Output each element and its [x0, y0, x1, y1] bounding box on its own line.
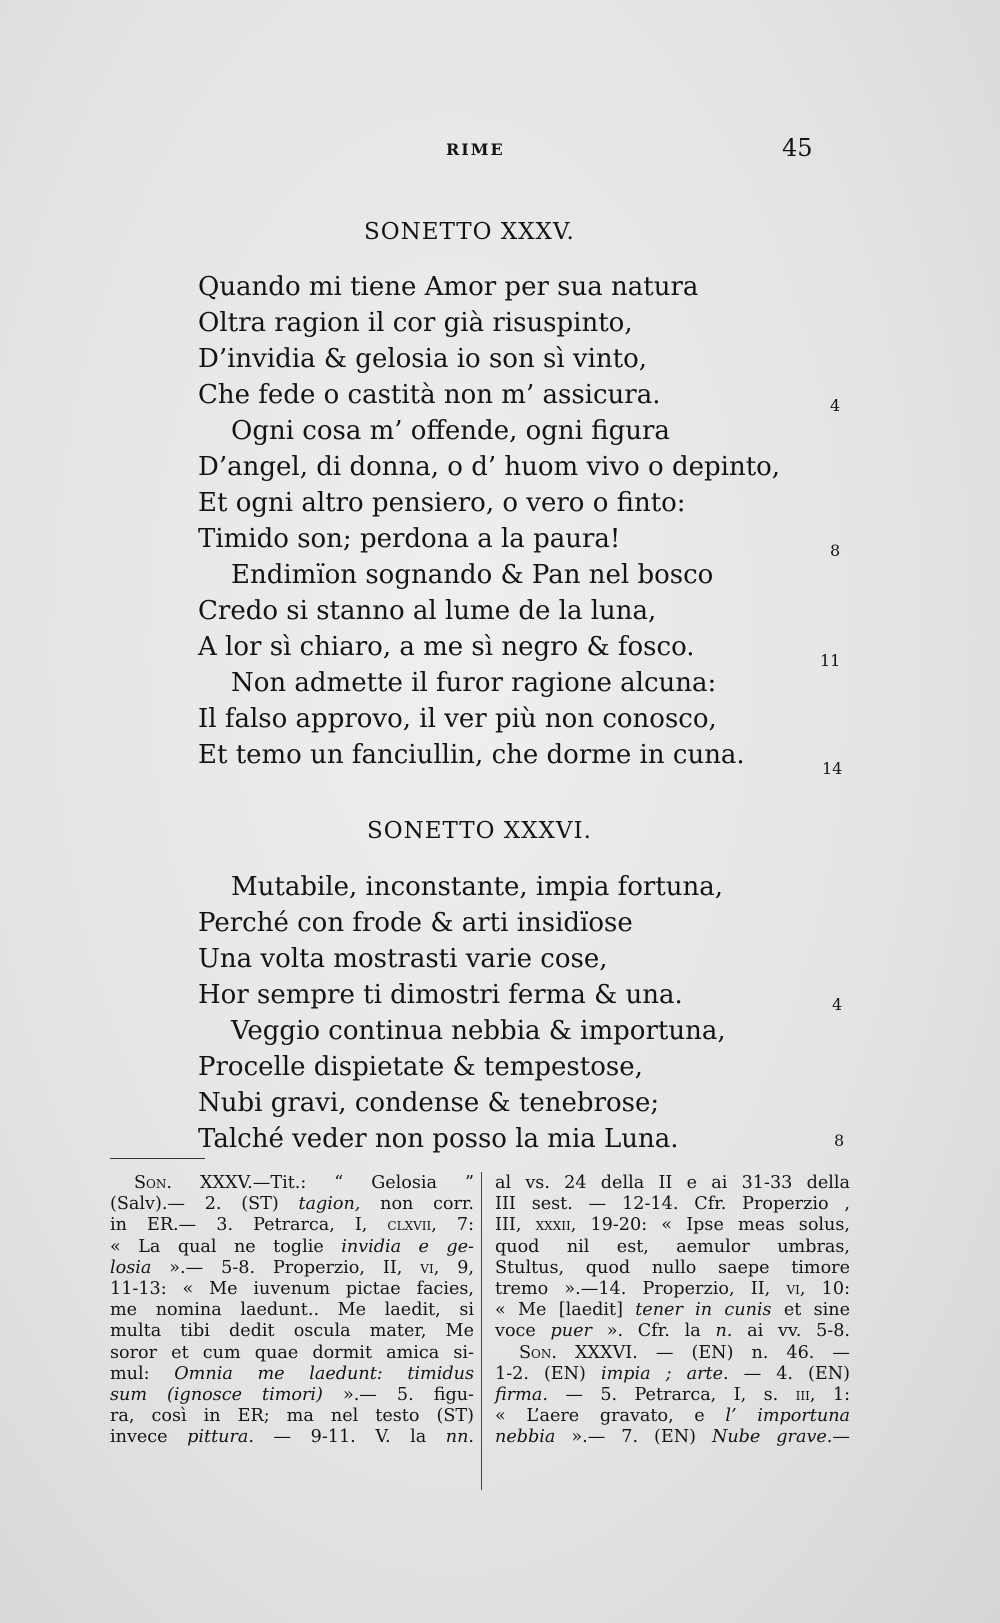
- column-divider: [481, 1172, 482, 1490]
- verse-line: Veggio continua nebbia & importuna,: [231, 1016, 726, 1046]
- verse-line: Una volta mostrasti varie cose,: [198, 944, 608, 974]
- verse-line: Hor sempre ti dimostri ferma & una.: [198, 980, 683, 1010]
- footnote-line: ra, così in ER; ma nel testo (ST): [110, 1406, 474, 1427]
- line-number: 14: [822, 759, 843, 778]
- verse-line: Che fede o castità non m’ assicura.: [198, 380, 661, 410]
- verse-line: Nubi gravi, condense & tenebrose;: [198, 1088, 660, 1118]
- footnote-rule: [110, 1158, 205, 1159]
- verse-line: Procelle dispietate & tempestose,: [198, 1052, 643, 1082]
- footnote-line: « L’aere gravato, e l’ importuna: [495, 1406, 851, 1427]
- verse-line: Oltra ragion il cor già risuspinto,: [198, 308, 633, 338]
- footnote-line: multa tibi dedit oscula mater, Me: [110, 1321, 474, 1342]
- verse-line: Credo si stanno al lume de la luna,: [198, 596, 657, 626]
- footnote-line: soror et cum quae dormit amica si-: [110, 1342, 474, 1363]
- footnote-line: voce puer ». Cfr. la n. ai vv. 5-8.: [495, 1321, 851, 1342]
- footnote-line: III, xxxii, 19-20: « Ipse meas solus,: [495, 1215, 850, 1236]
- verse-line: Et temo un fanciullin, che dorme in cuna.: [198, 740, 745, 770]
- footnotes-left-column: [110, 1173, 474, 1449]
- verse-line: Non admette il furor ragione alcuna:: [231, 668, 717, 698]
- footnote-line: Son. XXXVI. — (EN) n. 46. —: [519, 1342, 850, 1363]
- line-number: 8: [830, 541, 841, 560]
- footnote-line: al vs. 24 della II e ai 31-33 della: [495, 1173, 850, 1193]
- line-number: 8: [834, 1131, 845, 1150]
- line-number: 4: [832, 995, 843, 1014]
- footnote-line: in ER.— 3. Petrarca, I, clxvii, 7:: [110, 1215, 474, 1236]
- footnote-line: « Me [laedit] tener in cunis et sine: [495, 1300, 850, 1321]
- verse-line: D’invidia & gelosia io son sì vinto,: [198, 344, 648, 374]
- footnote-line: Stultus, quod nullo saepe timore: [495, 1257, 850, 1278]
- footnote-line: mul: Omnia me laedunt: timidus: [110, 1363, 474, 1384]
- verse-line: Et ogni altro pensiero, o vero o finto:: [198, 488, 686, 518]
- footnote-line: sum (ignosce timori) ».— 5. figu-: [110, 1385, 475, 1406]
- running-title: RIME: [446, 140, 505, 159]
- footnote-line: tremo ».—14. Properzio, II, vi, 10:: [495, 1279, 850, 1300]
- sonnet-title: SONETTO XXXV.: [364, 219, 575, 245]
- footnotes-right-column: [495, 1173, 850, 1449]
- footnote-line: invece pittura. — 9-11. V. la nn.: [110, 1427, 475, 1448]
- footnote-line: quod nil est, aemulor umbras,: [495, 1236, 850, 1257]
- footnote-line: III sest. — 12-14. Cfr. Properzio ,: [495, 1194, 850, 1215]
- verse-line: Quando mi tiene Amor per sua natura: [198, 272, 699, 302]
- footnote-line: me nomina laedunt.. Me laedit, si: [110, 1300, 474, 1321]
- footnote-line: firma. — 5. Petrarca, I, s. iii, 1:: [495, 1385, 851, 1406]
- line-number: 11: [820, 651, 841, 670]
- verse-line: Talché veder non posso la mia Luna.: [198, 1124, 679, 1154]
- footnote-line: nebbia ».— 7. (EN) Nube grave.—: [495, 1427, 850, 1448]
- page-number: 45: [782, 134, 813, 162]
- verse-line: Il falso approvo, il ver più non conosco,: [198, 704, 717, 734]
- verse-line: Perché con frode & arti insidïose: [198, 908, 633, 938]
- footnote-line: 1-2. (EN) impia ; arte. — 4. (EN): [495, 1363, 850, 1384]
- footnote-line: (Salv).— 2. (ST) tagion, non corr.: [110, 1194, 474, 1215]
- verse-line: Endimïon sognando & Pan nel bosco: [231, 560, 714, 590]
- verse-line: A lor sì chiaro, a me sì negro & fosco.: [198, 632, 695, 662]
- verse-line: D’angel, di donna, o d’ huom vivo o depinto,: [198, 452, 781, 482]
- verse-line: Ogni cosa m’ offende, ogni figura: [231, 416, 670, 446]
- footnote-line: « La qual ne toglie invidia e ge-: [110, 1236, 474, 1257]
- footnote-line: losia ».— 5-8. Properzio, II, vi, 9,: [110, 1257, 474, 1278]
- footnote-line: Son. XXXV.—Tit.: “ Gelosia ”: [134, 1173, 474, 1193]
- line-number: 4: [830, 396, 841, 415]
- sonnet-title: SONETTO XXXVI.: [367, 818, 592, 844]
- footnote-line: 11-13: « Me iuvenum pictae facies,: [110, 1279, 474, 1300]
- verse-line: Timido son; perdona a la paura!: [198, 524, 621, 554]
- verse-line: Mutabile, inconstante, impia fortuna,: [231, 872, 724, 902]
